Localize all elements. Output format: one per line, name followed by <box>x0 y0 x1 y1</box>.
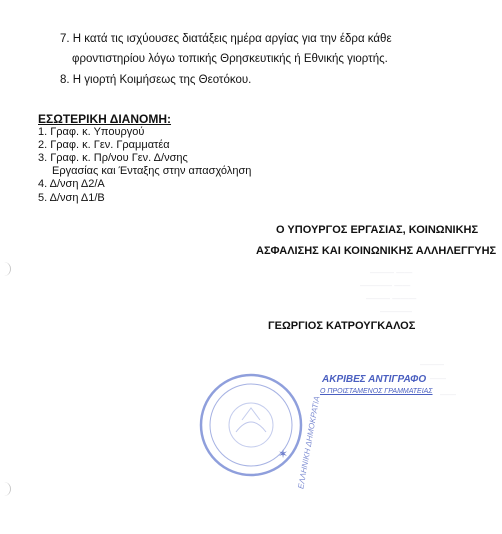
distribution-line-3: 3. Γραφ. κ. Πρ/νου Γεν. Δ/νσης <box>38 152 188 164</box>
distribution-line-5: 5. Δ/νση Δ1/Β <box>38 192 105 204</box>
distribution-line-1: 1. Γραφ. κ. Υπουργού <box>38 126 145 138</box>
internal-distribution-title: ΕΣΩΤΕΡΙΚΗ ΔΙΑΝΟΜΗ: <box>38 112 172 126</box>
official-title-stamp: Ο ΠΡΟΙΣΤΑΜΕΝΟΣ ΓΡΑΜΜΑΤΕΙΑΣ <box>320 388 433 395</box>
item-7-line-2: φροντιστηρίου λόγω τοπικής Θρησκευτικής ή Εθνικής γιορτής. <box>72 53 388 65</box>
item-7-line-1: 7. Η κατά τις ισχύουσες διατάξεις ημέρα αργίας για την έδρα κάθε <box>60 33 392 45</box>
signatory-title-line-1: Ο ΥΠΟΥΡΓΟΣ ΕΡΓΑΣΙΑΣ, ΚΟΙΝΩΝΙΚΗΣ <box>276 224 479 236</box>
signatory-name: ΓΕΩΡΓΙΟΣ ΚΑΤΡΟΥΓΚΑΛΟΣ <box>268 320 416 332</box>
official-seal <box>196 370 306 480</box>
punch-hole-mark <box>0 262 11 276</box>
distribution-line-3-cont: Εργασίας και Ένταξης στην απασχόληση <box>52 165 252 177</box>
svg-text:✶: ✶ <box>278 447 289 461</box>
punch-hole-mark <box>0 482 11 496</box>
distribution-line-4: 4. Δ/νση Δ2/Α <box>38 178 105 190</box>
seal-text: ΕΛΛΗΝΙΚΗ ΔΗΜΟΚΡΑΤΙΑ <box>296 395 322 490</box>
distribution-line-2: 2. Γραφ. κ. Γεν. Γραμματέα <box>38 139 170 151</box>
certified-copy-stamp: ΑΚΡΙΒΕΣ ΑΝΤΙΓΡΑΦΟ <box>322 374 427 385</box>
item-8: 8. Η γιορτή Κοιμήσεως της Θεοτόκου. <box>60 74 252 86</box>
document-page: 7. Η κατά τις ισχύουσες διατάξεις ημέρα αργίας για την έδρα κάθε φροντιστηρίου λόγω τοπικής Θρησκευτικής ή Εθνικής γιορτής. 8. Η γιορτή Κοιμήσεως της Θεοτόκου. ΕΣΩΤΕΡΙΚΗ ΔΙΑΝΟΜΗ: 1. Γραφ. κ. Υπουργού 2. Γραφ. κ. Γεν. Γραμματέα 3. Γραφ. κ. Πρ/νου Γεν. Δ/νσης Εργασίας και Ένταξης στην απασχόληση 4. Δ/νση Δ2/Α 5. Δ/νση Δ1/Β Ο ΥΠΟΥΡΓΟΣ ΕΡΓΑΣΙΑΣ, ΚΟΙΝΩΝΙΚΗΣ ΑΣΦΑΛΙΣΗΣ ΚΑΙ ΚΟΙΝΩΝΙΚΗΣ ΑΛΛΗΛΕΓΓΥΗΣ ΓΕΩΡΓΙΟΣ ΚΑΤΡΟΥΓΚΑΛΟΣ ——— —— ———— —— ——— ——— ———— ——— —— —— ✶ ΕΛΛΗΝΙΚΗ ΔΗΜΟΚΡΑΤΙΑ ΑΚΡΙΒΕΣ ΑΝΤΙΓΡΑΦΟ Ο ΠΡΟΙΣΤΑΜΕΝΟΣ ΓΡΑΜΜΑΤΕΙΑΣ <box>0 0 502 534</box>
signatory-title-line-2: ΑΣΦΑΛΙΣΗΣ ΚΑΙ ΚΟΙΝΩΝΙΚΗΣ ΑΛΛΗΛΕΓΓΥΗΣ <box>256 245 497 257</box>
